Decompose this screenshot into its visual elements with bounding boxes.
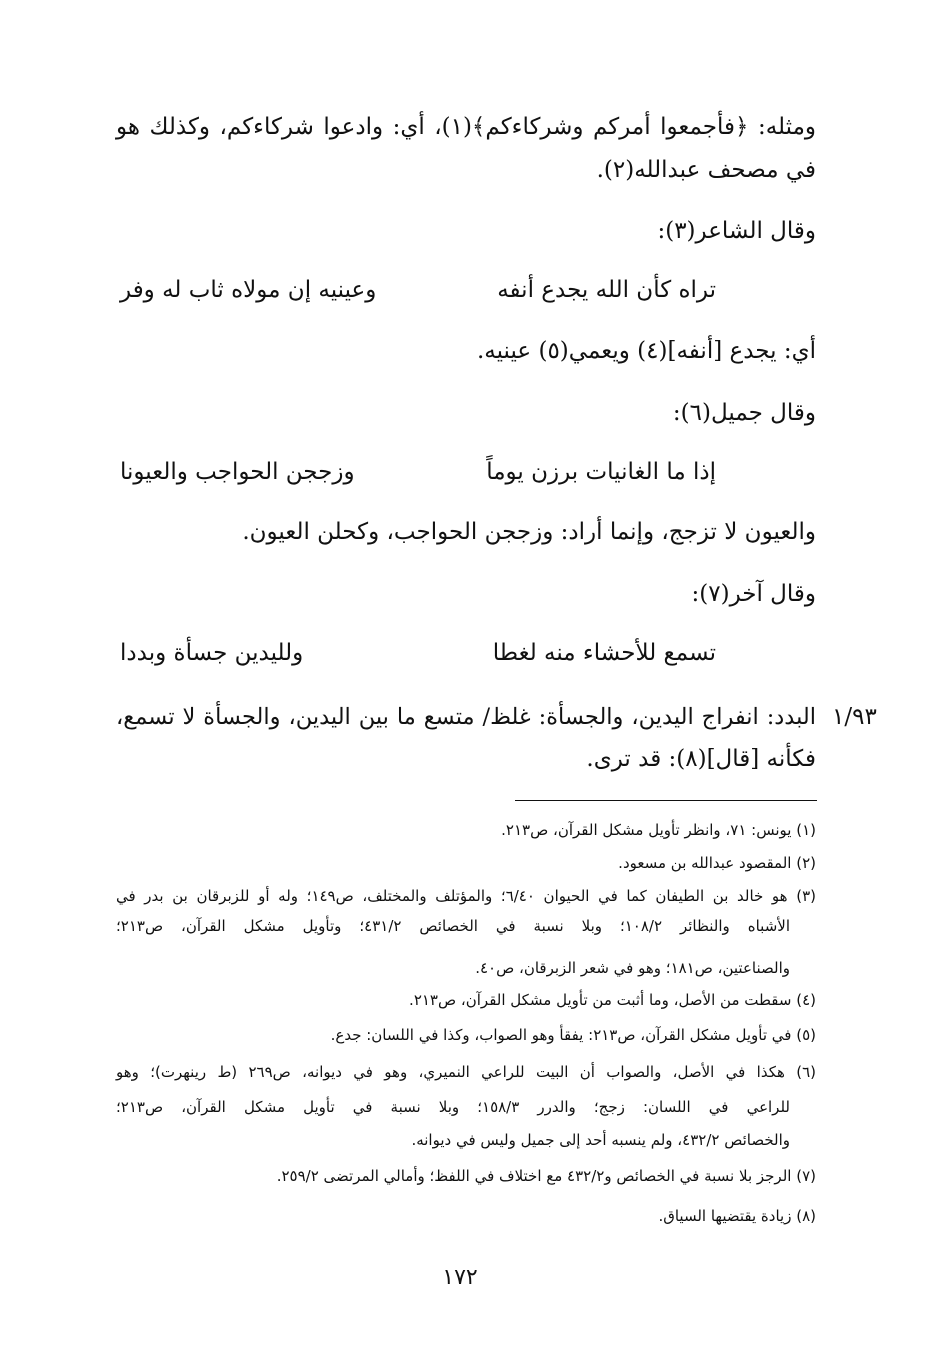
- footnote-3-line-2: الأشباه والنظائر ١٠٨/٢؛ وبلا نسبة في الخصائص ٤٣١/٢؛ وتأويل مشكل القرآن، ص٢١٣؛: [116, 917, 790, 935]
- footnote-1: (١) يونس: ٧١، وانظر تأويل مشكل القرآن، ص٢١٣.: [501, 821, 816, 839]
- explanation-1: أي: يجدع [أنفه](٤) ويعمي(٥) عينيه.: [476, 338, 816, 364]
- poet-intro-other: وقال آخر(٧):: [691, 581, 816, 607]
- margin-manuscript-reference: ١/٩٣: [832, 704, 877, 730]
- footnote-separator: [515, 800, 817, 801]
- poet-intro-1: وقال الشاعر(٣):: [657, 218, 816, 244]
- verse2-first-hemistich: إذا ما الغانيات برزن يوماً: [486, 459, 716, 485]
- verse1-first-hemistich: تراه كأن الله يجدع أنفه: [497, 277, 716, 303]
- footnote-3-line-1: (٣) هو خالد بن الطيفان كما في الحيوان ٦/٤٠؛ والمؤتلف والمختلف، ص١٤٩؛ وله أو للزبرقان بن بدر في: [116, 887, 816, 905]
- footnote-8: (٨) زيادة يقتضيها السياق.: [658, 1207, 816, 1225]
- body-line-1: ومثله: ﴿فأجمعوا أمركم وشركاءكم﴾(١)، أي: وادعوا شركاءكم، وكذلك هو: [116, 114, 817, 140]
- verse3-second-hemistich: ولليدين جسأة وبددا: [120, 640, 304, 666]
- verse3-first-hemistich: تسمع للأحشاء منه لغطا: [492, 640, 716, 666]
- explanation-3-line-1: البدد: انفراج اليدين، والجسأة: غلظ/ متسع ما بين اليدين، والجسأة لا تسمع،: [116, 704, 816, 730]
- footnote-4: (٤) سقطت من الأصل، وما أثبت من تأويل مشكل القرآن، ص٢١٣.: [409, 991, 816, 1009]
- footnote-6-line-2: للراعي في اللسان: زجج؛ والدرر ١٥٨/٣؛ وبلا نسبة في تأويل مشكل القرآن، ص٢١٣؛: [116, 1098, 790, 1116]
- poet-intro-jamil: وقال جميل(٦):: [672, 400, 816, 426]
- footnote-3-line-3: والصناعتين، ص١٨١؛ وهو في شعر الزبرقان، ص٤٠.: [475, 959, 790, 977]
- footnote-7: (٧) الرجز بلا نسبة في الخصائص و٤٣٢/٢ مع اختلاف في اللفظ؛ وأمالي المرتضى ٢٥٩/٢.: [276, 1167, 816, 1185]
- body-line-2: في مصحف عبدالله(٢).: [596, 157, 816, 183]
- footnote-6-line-1: (٦) هكذا في الأصل، والصواب أن البيت للراعي النميري، وهو في ديوانه، ص٢٦٩ (ط رينهرت)؛ وهو: [116, 1063, 816, 1081]
- footnote-5: (٥) في تأويل مشكل القرآن، ص٢١٣: يفقأ وهو الصواب، وكذا في اللسان: جدع.: [330, 1026, 816, 1044]
- verse1-second-hemistich: وعينيه إن مولاه ثاب له وفر: [120, 277, 377, 303]
- footnote-6-line-3: والخصائص ٤٣٢/٢، ولم ينسبه أحد إلى جميل وليس في ديوانه.: [411, 1131, 790, 1149]
- footnote-2: (٢) المقصود عبدالله بن مسعود.: [618, 854, 816, 872]
- explanation-3-line-2: فكأنه [قال](٨): قد ترى.: [586, 746, 816, 772]
- page-number: ١٧٢: [442, 1265, 478, 1290]
- explanation-2: والعيون لا تزجج، وإنما أراد: وزججن الحواجب، وكحلن العيون.: [242, 519, 816, 545]
- verse2-second-hemistich: وزججن الحواجب والعيونا: [120, 459, 355, 485]
